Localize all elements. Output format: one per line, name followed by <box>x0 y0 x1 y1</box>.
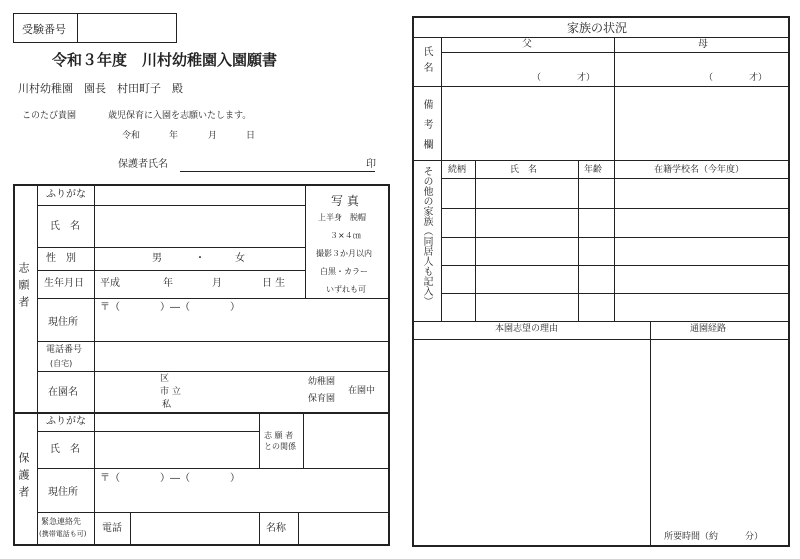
school-type-nursery: 保育園 <box>308 394 336 404</box>
emergency-label-2: (携帯電話も可) <box>39 530 87 538</box>
relation-divider <box>303 413 304 468</box>
photo-line-1: 上半身 脱帽 <box>318 213 366 222</box>
emergency-divider <box>259 512 260 545</box>
school-shi: 市 立 <box>160 387 181 397</box>
school-label: 在園名 <box>48 387 78 398</box>
photo-line-5: いずれも可 <box>326 285 366 294</box>
exam-number-box <box>13 13 177 43</box>
guardian-name-row-label: 氏 名 <box>50 444 80 455</box>
section-label-divider <box>37 185 38 545</box>
photo-line-4: 白黒・カラー <box>320 267 368 276</box>
relation-label-1: 志 願 者 <box>264 431 294 440</box>
school-type-kindergarten: 幼稚園 <box>308 377 336 387</box>
birth-year: 年 <box>163 278 173 289</box>
col-name: 氏 名 <box>510 165 538 175</box>
photo-divider <box>305 185 306 298</box>
row-line <box>413 321 789 322</box>
date-year: 年 <box>169 131 179 141</box>
row-line <box>441 237 789 238</box>
row-line <box>37 468 389 469</box>
row-line <box>413 160 789 161</box>
seal-mark: 印 <box>366 159 376 170</box>
father-age: （ 才） <box>532 73 596 83</box>
intro-left: このたび貴園 <box>22 111 77 121</box>
row-line <box>37 431 259 432</box>
row-line <box>37 371 389 372</box>
applicant-furigana-label: ふりがな <box>46 189 86 200</box>
date-month: 月 <box>208 131 218 141</box>
row-line <box>413 37 789 38</box>
row-line <box>441 178 789 179</box>
row-line <box>37 270 305 271</box>
others-label: その他の家族（同居人も記入） <box>421 166 432 306</box>
father-mother-divider <box>614 38 615 160</box>
emergency-phone-label: 電話 <box>102 523 122 534</box>
guardian-section-label: 保護者 <box>17 452 30 503</box>
section-line <box>14 412 389 414</box>
birth-month: 月 <box>212 278 222 289</box>
school-status: 在園中 <box>348 386 376 396</box>
photo-line-3: 撮影３か月以内 <box>316 249 372 258</box>
applicant-address-label: 現住所 <box>48 317 78 328</box>
gender-male[interactable]: 男 <box>152 253 162 264</box>
guardian-name-label: 保護者氏名 <box>118 159 168 170</box>
father-header: 父 <box>522 39 532 50</box>
birth-era: 平成 <box>100 278 120 289</box>
relation-divider <box>259 413 260 468</box>
applicant-gender-label: 性 別 <box>46 253 76 264</box>
photo-title: 写 真 <box>331 194 359 208</box>
intro-right: 歳児保育に入園を志願いたします。 <box>108 111 252 121</box>
applicant-postal: 〒（ ）―（ ） <box>100 302 240 313</box>
others-label-divider <box>441 160 442 321</box>
col-relation: 続柄 <box>448 165 467 175</box>
guardian-furigana-label: ふりがな <box>46 416 86 427</box>
date-reiwa: 令和 <box>122 131 141 141</box>
applicant-birth-label: 生年月日 <box>44 278 84 289</box>
row-line <box>37 298 389 299</box>
mother-header: 母 <box>698 39 708 50</box>
applicant-phone-label: 電話番号 <box>46 345 83 355</box>
family-title: 家族の状況 <box>567 21 628 35</box>
row-line <box>37 512 389 513</box>
guardian-address-label: 現住所 <box>48 487 78 498</box>
applicant-name-label: 氏 名 <box>50 221 80 232</box>
date-day: 日 <box>246 131 256 141</box>
gender-female[interactable]: 女 <box>235 253 245 264</box>
applicant-section-label: 志願者 <box>17 262 30 313</box>
relation-label-2: との関係 <box>264 442 296 451</box>
reason-route-divider <box>650 321 651 546</box>
commute-time-label: 所要時間（約 分） <box>664 532 764 542</box>
route-label: 通園経路 <box>690 324 727 334</box>
col-school: 在籍学校名（今年度） <box>654 165 745 175</box>
guardian-name-input[interactable] <box>182 158 362 170</box>
notes-label: 備考欄 <box>421 99 432 159</box>
col-divider <box>578 160 579 321</box>
row-line <box>441 265 789 266</box>
row-line <box>441 208 789 209</box>
row-line <box>441 52 789 53</box>
row-line <box>413 86 789 87</box>
exam-number-divider <box>77 14 78 42</box>
emergency-label-1: 緊急連絡先 <box>41 517 81 526</box>
guardian-postal: 〒（ ）―（ ） <box>100 473 240 484</box>
page-title: 令和３年度 川村幼稚園入園願書 <box>52 51 278 69</box>
col-divider <box>475 160 476 321</box>
emergency-name-label: 名称 <box>266 523 286 534</box>
emergency-divider <box>130 512 131 545</box>
guardian-name-line <box>180 171 375 172</box>
birth-day: 日 生 <box>262 278 286 289</box>
row-line <box>37 205 305 206</box>
applicant-phone-sub: (自宅) <box>50 359 73 368</box>
exam-number-label: 受験番号 <box>22 23 66 36</box>
row-line <box>37 247 305 248</box>
addressee: 川村幼稚園 園長 村田町子 殿 <box>18 82 183 95</box>
reason-label: 本園志望の理由 <box>495 324 559 334</box>
label-column-divider <box>94 185 95 545</box>
row-line <box>441 293 789 294</box>
school-shiritsu: 私 <box>162 400 172 410</box>
emergency-divider <box>298 512 299 545</box>
row-line <box>37 341 389 342</box>
school-ku: 区 <box>160 374 170 384</box>
mother-age: （ 才） <box>704 73 768 83</box>
col-age: 年齢 <box>584 165 603 175</box>
row-line <box>413 339 789 340</box>
family-name-label: 氏名 <box>421 46 432 78</box>
col-divider <box>614 160 615 321</box>
photo-line-2: ３×４㎝ <box>330 231 361 240</box>
family-label-divider <box>441 38 442 160</box>
family-table <box>412 16 790 547</box>
exam-number-input[interactable] <box>82 19 172 37</box>
gender-dot: ・ <box>195 253 205 264</box>
